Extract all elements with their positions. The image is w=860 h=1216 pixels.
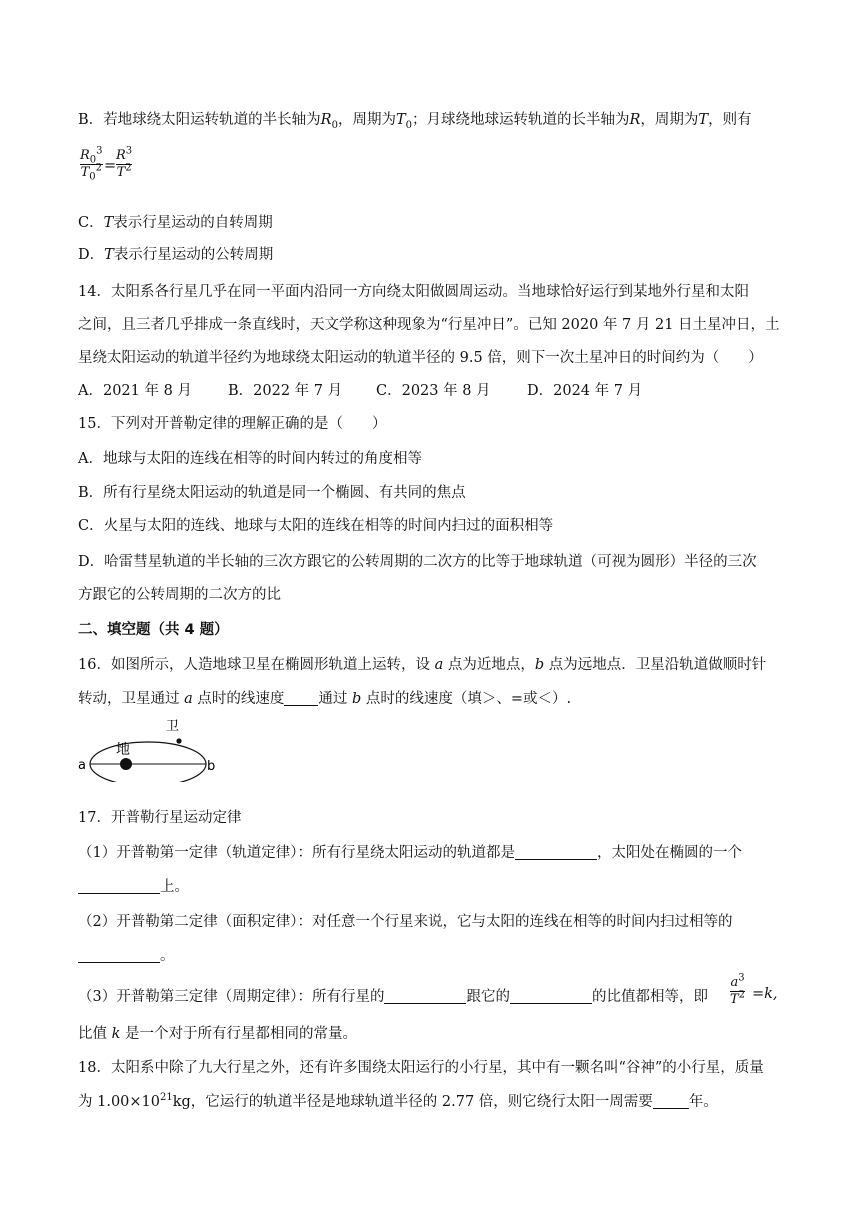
formula-left-fraction: [80, 145, 103, 183]
var-R: R: [629, 112, 641, 128]
text-seg: （3）开普勒第三定律（周期定律）：所有行星的: [78, 989, 385, 1005]
text-seg: 为 1.00×10: [78, 1094, 160, 1110]
den-T: T: [730, 992, 739, 1007]
q14-stem-line2: 之间，且三者几乎排成一条直线时，天文学称这种现象为“行星冲日”。已知 2020 年 7 月 21 日土星冲日，土: [78, 317, 780, 333]
subscript: 0: [89, 171, 96, 183]
superscript: 3: [738, 972, 745, 984]
q16-stem-line2: [78, 689, 571, 709]
q17-part2-line1: （2）开普勒第二定律（面积定律）：对任意一个行星来说，它与太阳的连线在相等的时间内扫过相等的: [78, 914, 733, 930]
text-seg: 转动，卫星通过: [78, 691, 185, 707]
text-seg: C．: [78, 215, 104, 231]
den-T0: T: [80, 165, 90, 180]
q17-part2-line2: [78, 946, 175, 966]
kepler-third-law-formula: [730, 972, 790, 1019]
q15-option-c: C．火星与太阳的连线、地球与太阳的连线在相等的时间内扫过的面积相等: [78, 518, 554, 534]
answer-blank[interactable]: [78, 948, 160, 963]
q14-stem-line3: 星绕太阳运动的轨道半径约为地球绕太阳运动的轨道半径的 9.5 倍，则下一次土星冲日的时间约为（ ）: [78, 350, 763, 366]
label-satellite: 卫: [166, 719, 180, 734]
label-a: a: [78, 758, 86, 773]
answer-blank[interactable]: [284, 691, 318, 706]
superscript: 2: [125, 162, 132, 174]
text-seg: ，周期为: [640, 112, 699, 128]
text-seg: D．: [78, 247, 105, 263]
num-a: a: [730, 975, 739, 990]
q17-part1-line2: [78, 877, 189, 897]
text-seg: 点时的线速度（填＞、=或＜）.: [361, 691, 572, 707]
q13-option-d: [78, 245, 273, 265]
answer-blank[interactable]: [78, 879, 160, 894]
label-b: b: [207, 759, 216, 774]
q13-option-c: [78, 213, 273, 233]
q14-option-d: D．2024 年 7 月: [527, 383, 643, 399]
text-seg: 的比值都相等，即: [591, 989, 708, 1005]
text-seg: 点为远地点．卫星沿轨道做顺时针: [544, 657, 767, 673]
q15-stem: 15．下列对开普勒定律的理解正确的是（ ）: [78, 416, 387, 432]
earth-dot: [120, 758, 132, 770]
den-T: T: [116, 165, 126, 180]
text-seg: 点为近地点，: [443, 657, 535, 673]
text-seg: ；月球绕地球运转轨道的长半轴为: [412, 112, 630, 128]
q14-option-a: A．2021 年 8 月: [78, 383, 192, 399]
text-seg: 年。: [688, 1094, 718, 1110]
q17-part1-line1: [78, 843, 742, 863]
text-seg: （1）开普勒第一定律（轨道定律）：所有行星绕太阳运动的轨道都是: [78, 845, 515, 861]
text-seg: 16．如图所示，人造地球卫星在椭圆形轨道上运转，设: [78, 657, 435, 673]
q16-stem-line1: [78, 655, 766, 675]
var-a: a: [434, 657, 444, 673]
q15-option-b: B．所有行星绕太阳运动的轨道是同一个椭圆、有共同的焦点: [78, 485, 466, 501]
satellite-dot: [176, 738, 181, 743]
satellite-orbit-figure: [76, 714, 216, 782]
var-T: T: [698, 112, 709, 128]
text-seg: 通过: [318, 691, 352, 707]
formula-right-fraction: [116, 145, 133, 181]
subscript: 0: [405, 119, 412, 131]
orbit-ellipse: [90, 742, 206, 782]
q14-option-c: C．2023 年 8 月: [376, 383, 491, 399]
superscript: 3: [125, 145, 133, 157]
q14-stem-line1: 14．太阳系各行星几乎在同一平面内沿同一方向绕太阳做圆周运动。当地球恰好运行到某地外行星和太阳: [78, 284, 749, 300]
q17-part3-line2: [78, 1024, 357, 1044]
kepler-ratio-formula: [80, 145, 160, 192]
answer-blank[interactable]: [515, 845, 597, 860]
answer-blank[interactable]: [384, 989, 466, 1004]
superscript: 3: [96, 145, 103, 157]
text-seg: 比值: [78, 1026, 112, 1042]
section-title-fill-in: 二、填空题（共 4 题）: [78, 622, 229, 638]
var-R0: R: [320, 112, 332, 128]
text-seg: ，则有: [708, 112, 752, 128]
q13-option-b-text: B．若地球绕太阳运转轨道的半长轴为: [78, 112, 321, 128]
q14-option-b: B．2022 年 7 月: [228, 383, 343, 399]
answer-blank[interactable]: [653, 1094, 689, 1109]
text-seg: 表示行星运动的公转周期: [113, 247, 274, 263]
subscript: 0: [331, 119, 338, 131]
q15-option-d-line1: D．哈雷彗星轨道的半长轴的三次方跟它的公转周期的二次方的比等于地球轨道（可视为圆形）半径的三次: [78, 554, 757, 570]
text-seg: 是一个对于所有行星都相同的常量。: [120, 1026, 358, 1042]
var-a: a: [184, 691, 193, 707]
q13-option-b: [78, 110, 752, 130]
label-earth: 地: [116, 742, 130, 758]
equals-sign: =: [104, 158, 117, 174]
superscript: 21: [160, 1092, 173, 1104]
num-R0: R: [80, 148, 90, 163]
var-k: k: [111, 1026, 121, 1042]
q17-part3-line1: [78, 987, 708, 1007]
formula-fraction: [730, 972, 746, 1008]
var-b: b: [351, 691, 362, 707]
text-seg: 上。: [160, 879, 189, 895]
text-seg: 。: [160, 948, 175, 964]
var-T: T: [104, 247, 114, 263]
q15-option-d-line2: 方跟它的公转周期的二次方的比: [78, 587, 281, 603]
q15-option-a: A．地球与太阳的连线在相等的时间内转过的角度相等: [78, 451, 422, 467]
subscript: 0: [89, 154, 97, 166]
formula-equals-k: =k,: [752, 986, 778, 1002]
q18-stem-line2: [78, 1092, 718, 1112]
q17-title: 17．开普勒行星运动定律: [78, 810, 242, 826]
var-T0: T: [395, 112, 406, 128]
text-seg: 点时的线速度: [192, 691, 285, 707]
answer-blank[interactable]: [510, 989, 592, 1004]
text-seg: ，太阳处在椭圆的一个: [596, 845, 742, 861]
text-seg: 表示行星运动的自转周期: [113, 215, 273, 231]
superscript: 2: [95, 162, 102, 174]
text-seg: 跟它的: [466, 989, 510, 1005]
var-T: T: [103, 215, 114, 231]
q18-stem-line1: 18．太阳系中除了九大行星之外，还有许多围绕太阳运行的小行星，其中有一颗名叫“谷神”的小行星，质量: [78, 1060, 764, 1076]
superscript: 2: [738, 989, 746, 1001]
text-seg: ，周期为: [337, 112, 396, 128]
var-b: b: [534, 657, 545, 673]
num-R: R: [116, 148, 126, 163]
text-seg: kg，它运行的轨道半径是地球轨道半径的 2.77 倍，则它绕行太阳一周需要: [172, 1094, 653, 1110]
